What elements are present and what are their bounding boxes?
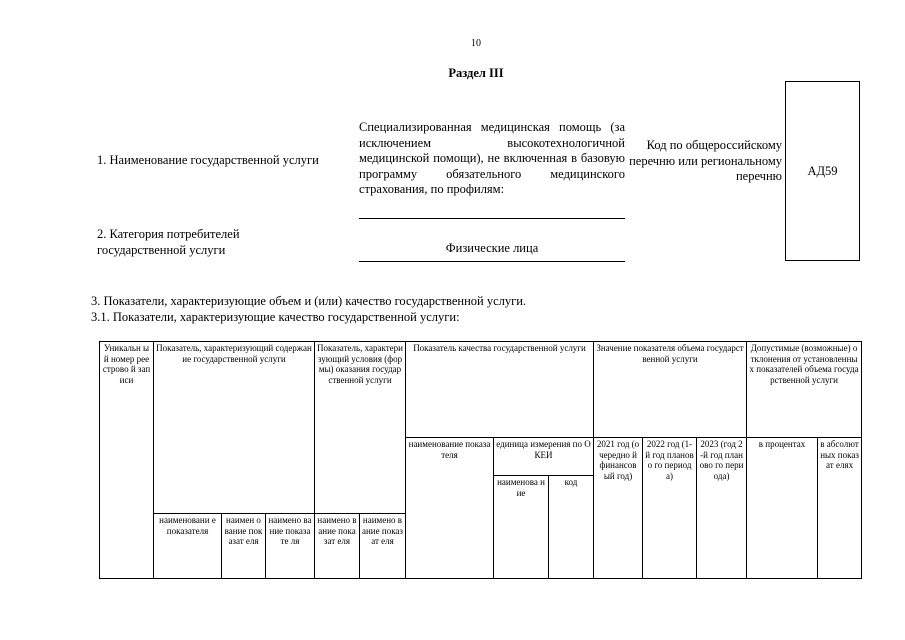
header-year-2023: 2023 (год 2-й год планово го периода) xyxy=(697,438,747,579)
header-year-2021: 2021 год (очередно й финансов ый год) xyxy=(594,438,643,579)
header-unique-record-number: Уникальн ый номер реестрово й записи xyxy=(100,342,154,579)
code-value: АД59 xyxy=(807,163,838,178)
code-label: Код по общероссийскому перечню или региональному перечню xyxy=(629,138,782,183)
header-condition-name-2: наимено вание показат еля xyxy=(360,514,406,579)
code-box xyxy=(785,81,860,261)
header-conditions-indicator: Показатель, характеризующий условия (формы) оказания государственной услуги xyxy=(315,342,406,514)
header-deviation-percent: в процентах xyxy=(747,438,818,579)
header-quality-name: наименование показателя xyxy=(406,438,494,579)
category-value: Физические лица xyxy=(445,241,539,255)
header-content-name-1: наименовани е показателя xyxy=(154,514,222,579)
section-title: Раздел III xyxy=(448,66,504,80)
service-description-underline xyxy=(359,218,625,219)
header-unit-name: наименова ние xyxy=(494,476,549,579)
header-unit-code: код xyxy=(549,476,594,579)
header-allowed-deviation: Допустимые (возможные) отклонения от установленных показателей объема государственной услуги xyxy=(747,342,862,438)
category-value-underline xyxy=(359,261,625,262)
header-volume-value: Значение показателя объема государственной услуги xyxy=(594,342,747,438)
header-year-2022: 2022 год (1-й год планово го периода) xyxy=(643,438,697,579)
page-number: 10 xyxy=(471,38,481,49)
header-content-indicator: Показатель, характеризующий содержание государственной услуги xyxy=(154,342,315,514)
indicators-heading-1: 3. Показатели, характеризующие объем и (или) качество государственной услуги. xyxy=(91,294,527,308)
indicators-heading-2: 3.1. Показатели, характеризующие качество государственной услуги: xyxy=(91,310,460,324)
service-name-label: 1. Наименование государственной услуги xyxy=(97,153,319,167)
quality-indicators-table xyxy=(99,341,862,579)
category-label-line1: 2. Категория потребителей xyxy=(97,227,240,241)
header-content-name-3: наимено вание показате ля xyxy=(266,514,315,579)
header-quality-indicator: Показатель качества государственной услуги xyxy=(406,342,594,438)
header-condition-name-1: наимено вание показат еля xyxy=(315,514,360,579)
header-unit-okei: единица измерения по ОКЕИ xyxy=(494,438,594,476)
header-deviation-absolute: в абсолют ных показат елях xyxy=(818,438,862,579)
header-content-name-2: наимен ование показат еля xyxy=(222,514,266,579)
category-label-line2: государственной услуги xyxy=(97,243,226,257)
service-description: Специализированная медицинская помощь (за исключением высокотехнологичной медицинской помощи), не включенная в базовую программу обязательного медицинского страхования, по профилям: xyxy=(359,120,625,196)
